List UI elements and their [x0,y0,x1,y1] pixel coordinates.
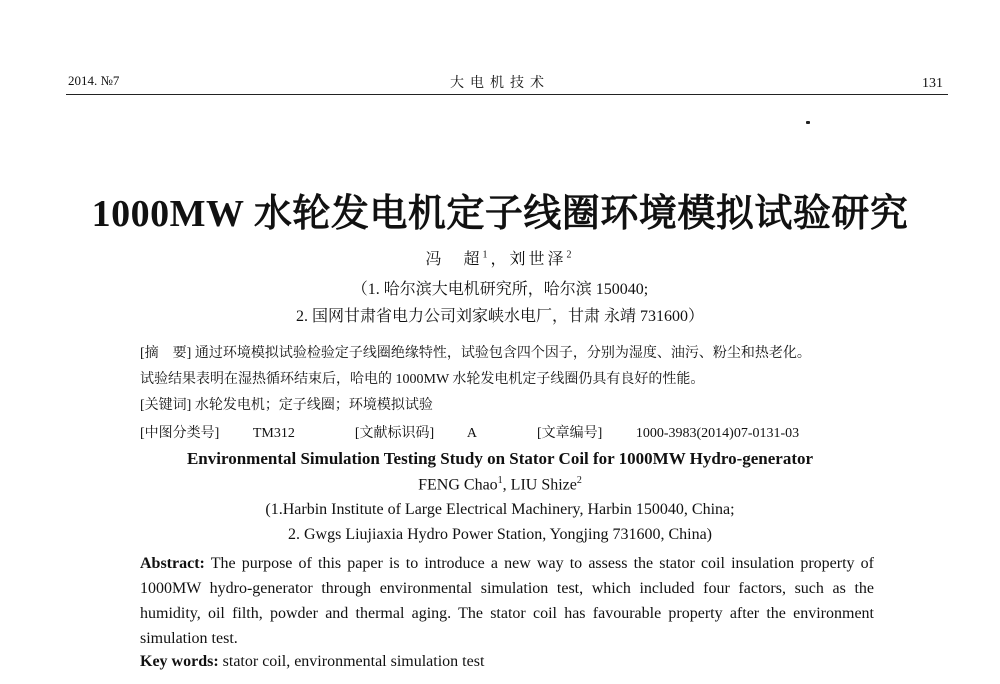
issue-number: 2014. №7 [68,73,120,88]
english-title: Environmental Simulation Testing Study on Stator Coil for 1000MW Hydro-generator [186,449,814,468]
doc-value: A [466,426,478,441]
cn-keywords-label: [关键词] [140,398,192,413]
clc-label: [中图分类号] [140,426,220,441]
cn-author-2-affil: 2 [566,249,575,261]
cn-abstract-text-1: 通过环境模拟试验检验定子线圈绝缘特性，试验包含四个因子，分别为湿度、油污、粉尘和热老化。 [194,346,811,361]
en-abstract-text: The purpose of this paper is to introduce a new way to assess the stator coil insulation property of 1000MW hydro-generator through environmental simulation test, which included four factors, such as the humidity, oil filth, powder and thermal aging. The stator coil has favourable property after the environment simulation test. [140,555,874,647]
header-rule [66,94,948,95]
art-value: 1000-3983(2014)07-0131-03 [635,426,800,441]
en-abstract [140,551,874,651]
cn-affiliation-2: 2. 国网甘肃省电力公司刘家峡水电厂，甘肃 永靖 731600） [295,308,704,325]
cn-authors [0,246,1000,269]
cn-classification [140,422,859,442]
cn-abstract-line-1 [140,342,811,362]
cn-author-sep: ， [490,251,510,268]
cn-keywords [140,394,433,414]
cn-author-1: 冯 超 [425,251,483,268]
cn-abstract-line-2: 试验结果表明在湿热循环结束后，哈电的 1000MW 水轮发电机定子线圈仍具有良好的性能。 [140,372,705,387]
doc-code [355,426,507,441]
en-affiliation-2: 2. Gwgs Liujiaxia Hydro Power Station, Yongjing 731600, China) [288,526,712,543]
art-label: [文章编号] [537,426,603,441]
journal-name: 大电机技术 [450,76,550,91]
en-author-1-affil: 1 [497,475,503,486]
article-number [537,426,829,441]
en-keywords [140,653,484,671]
cn-affiliation-1: （1. 哈尔滨大电机研究所，哈尔滨 150040; [351,281,649,298]
en-authors [0,475,1000,494]
en-abstract-label: Abstract: [140,555,205,572]
en-keywords-label: Key words: [140,653,219,670]
cn-author-2: 刘世泽 [509,251,567,268]
en-author-1: FENG Chao [418,476,498,494]
page-number: 131 [922,76,943,91]
en-author-sep: , [502,476,511,494]
doc-label: [文献标识码] [354,426,435,441]
clc-value: TM312 [252,426,295,441]
paper-title: 1000MW 水轮发电机定子线圈环境模拟试验研究 [91,193,909,235]
clc-number [140,426,325,441]
cn-keywords-text: 水轮发电机；定子线圈；环境模拟试验 [194,398,433,413]
en-keywords-text: stator coil, environmental simulation test [222,653,485,670]
en-author-2-affil: 2 [576,475,582,486]
en-author-2: LIU Shize [510,476,577,494]
cn-abstract-label: [摘 要] [140,346,192,361]
speck-mark [806,121,810,124]
cn-author-1-affil: 1 [482,249,491,261]
en-affiliation-1: (1.Harbin Institute of Large Electrical Machinery, Harbin 150040, China; [265,501,735,518]
